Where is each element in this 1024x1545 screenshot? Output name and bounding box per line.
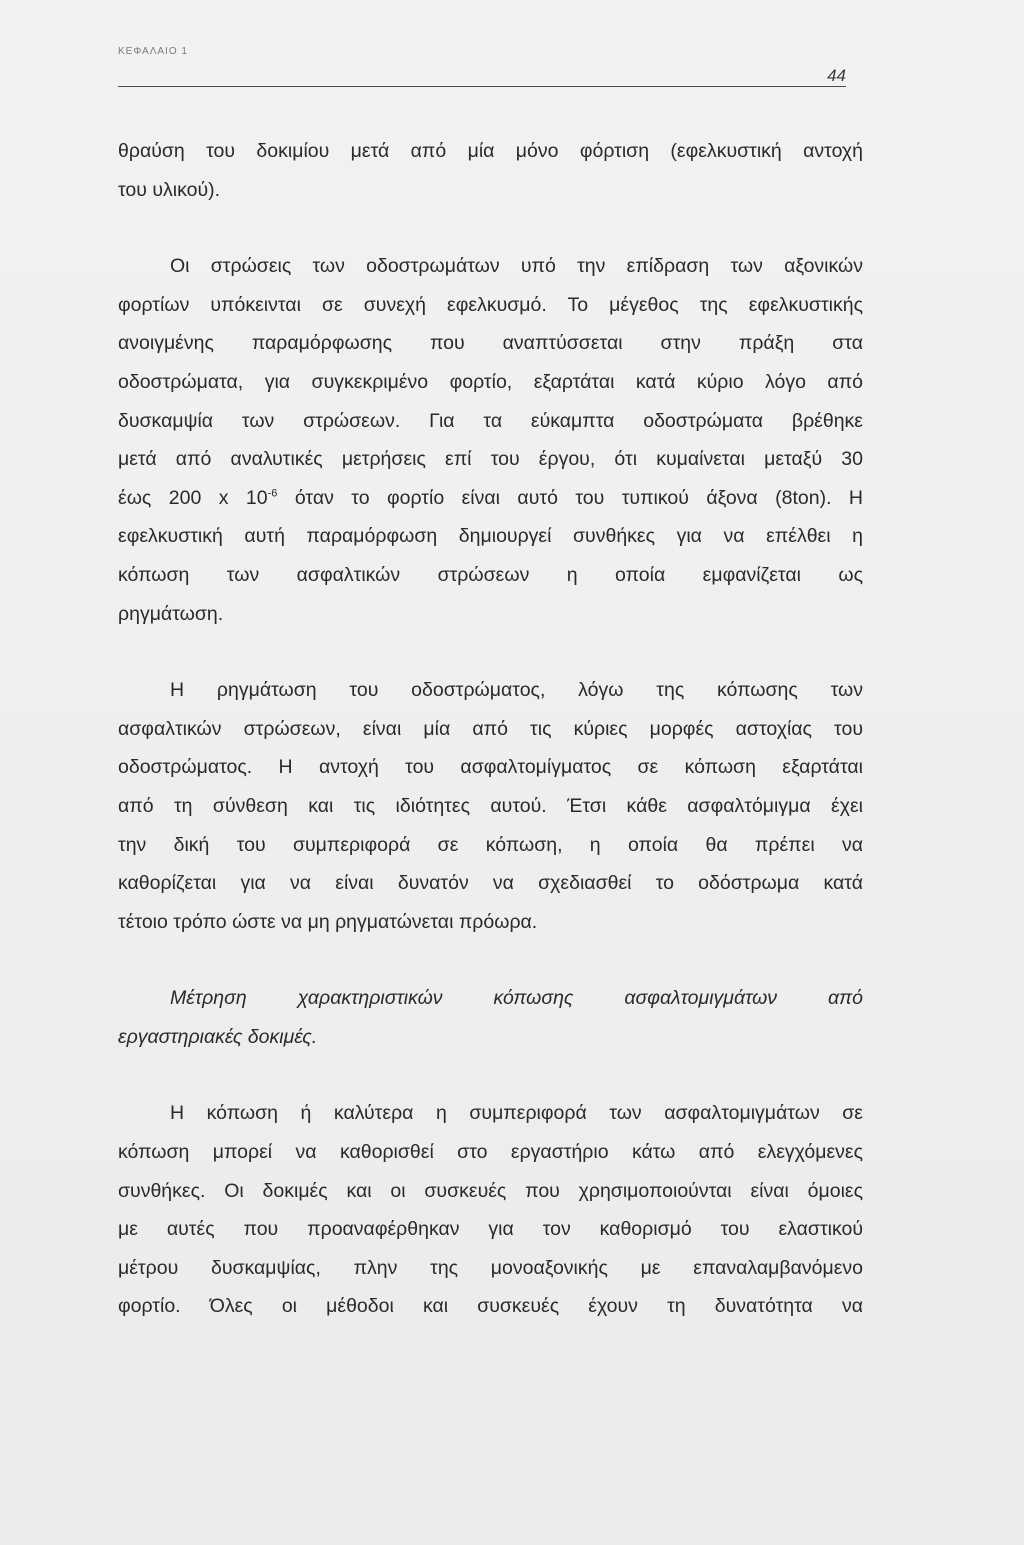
text-line: θραύση του δοκιμίου μετά από μία μόνο φόρτιση (εφελκυστική αντοχή: [118, 140, 863, 162]
text-line: οδοστρώματος. Η αντοχή του ασφαλτομίγματος σε κόπωση εξαρτάται: [118, 756, 863, 779]
text-line: Η κόπωση ή καλύτερα η συμπεριφορά των ασφαλτομιγμάτων σε: [170, 1102, 863, 1125]
page-number: 44: [827, 66, 846, 85]
text-line: μετά από αναλυτικές μετρήσεις επί του έργου, ότι κυμαίνεται μεταξύ 30: [118, 448, 863, 471]
heading-line: εργαστηριακές δοκιμές.: [118, 1025, 318, 1048]
text-line: φορτίων υπόκεινται σε συνεχή εφελκυσμό. Το μέγεθος της εφελκυστικής: [118, 293, 863, 316]
heading-line: Μέτρηση χαρακτηριστικών κόπωσης ασφαλτομιγμάτων από: [170, 987, 863, 1010]
exponent: -6: [267, 487, 278, 500]
paragraph-spacer: [118, 209, 863, 247]
paragraph-1: [118, 132, 863, 209]
text-line-with-exponent: [118, 479, 863, 518]
section-heading: [118, 979, 863, 1056]
body-text: [118, 132, 863, 1326]
paragraph-spacer: [118, 633, 863, 671]
text-line: από τη σύνθεση και τις ιδιότητες αυτού. Έτσι κάθε ασφαλτόμιγμα έχει: [118, 794, 863, 817]
text-line: κόπωση των ασφαλτικών στρώσεων η οποία εμφανίζεται ως: [118, 563, 863, 586]
text-line: ρηγμάτωση.: [118, 602, 224, 625]
paragraph-spacer: [118, 1056, 863, 1094]
text-fragment: έως 200 x 10: [118, 486, 268, 509]
text-line: του υλικού).: [118, 178, 221, 201]
text-line: οδοστρώματα, για συγκεκριμένο φορτίο, εξαρτάται κατά κύριο λόγο από: [118, 370, 863, 393]
text-line: μέτρου δυσκαμψίας, πλην της μονοαξονικής με επαναλαμβανόμενο: [118, 1256, 863, 1279]
text-line: Η ρηγμάτωση του οδοστρώματος, λόγω της κόπωσης των: [170, 679, 863, 702]
text-line: Οι στρώσεις των οδοστρωμάτων υπό την επίδραση των αξονικών: [170, 255, 863, 278]
paragraph-2: [118, 247, 863, 633]
text-line: συνθήκες. Οι δοκιμές και οι συσκευές που χρησιμοποιούνται είναι όμοιες: [118, 1179, 863, 1202]
paragraph-4: [118, 1094, 863, 1326]
text-line: δυσκαμψία των στρώσεων. Για τα εύκαμπτα οδοστρώματα βρέθηκε: [118, 409, 863, 432]
header-rule: [118, 86, 846, 87]
text-fragment: όταν το φορτίο είναι αυτό του τυπικού άξονα (8ton). Η: [277, 486, 864, 509]
text-line: με αυτές που προαναφέρθηκαν για τον καθορισμό του ελαστικού: [118, 1218, 863, 1241]
text-line: την δική του συμπεριφορά σε κόπωση, η οποία θα πρέπει να: [118, 833, 863, 856]
text-line: εφελκυστική αυτή παραμόρφωση δημιουργεί συνθήκες για να επέλθει η: [118, 525, 863, 548]
text-line: φορτίο. Όλες οι μέθοδοι και συσκευές έχουν τη δυνατότητα να: [118, 1295, 863, 1318]
paragraph-3: [118, 671, 863, 941]
paragraph-spacer: [118, 941, 863, 979]
text-line: τέτοιο τρόπο ώστε να μη ρηγματώνεται πρόωρα.: [118, 910, 538, 933]
text-line: καθορίζεται για να είναι δυνατόν να σχεδιασθεί το οδόστρωμα κατά: [118, 872, 863, 895]
text-line: ανοιγμένης παραμόρφωσης που αναπτύσσεται στην πράξη στα: [118, 332, 863, 355]
running-head: ΚΕΦΑΛΑΙΟ 1: [118, 46, 188, 57]
text-line: κόπωση μπορεί να καθορισθεί στο εργαστήριο κάτω από ελεγχόμενες: [118, 1141, 863, 1164]
text-line: ασφαλτικών στρώσεων, είναι μία από τις κύριες μορφές αστοχίας του: [118, 717, 863, 740]
